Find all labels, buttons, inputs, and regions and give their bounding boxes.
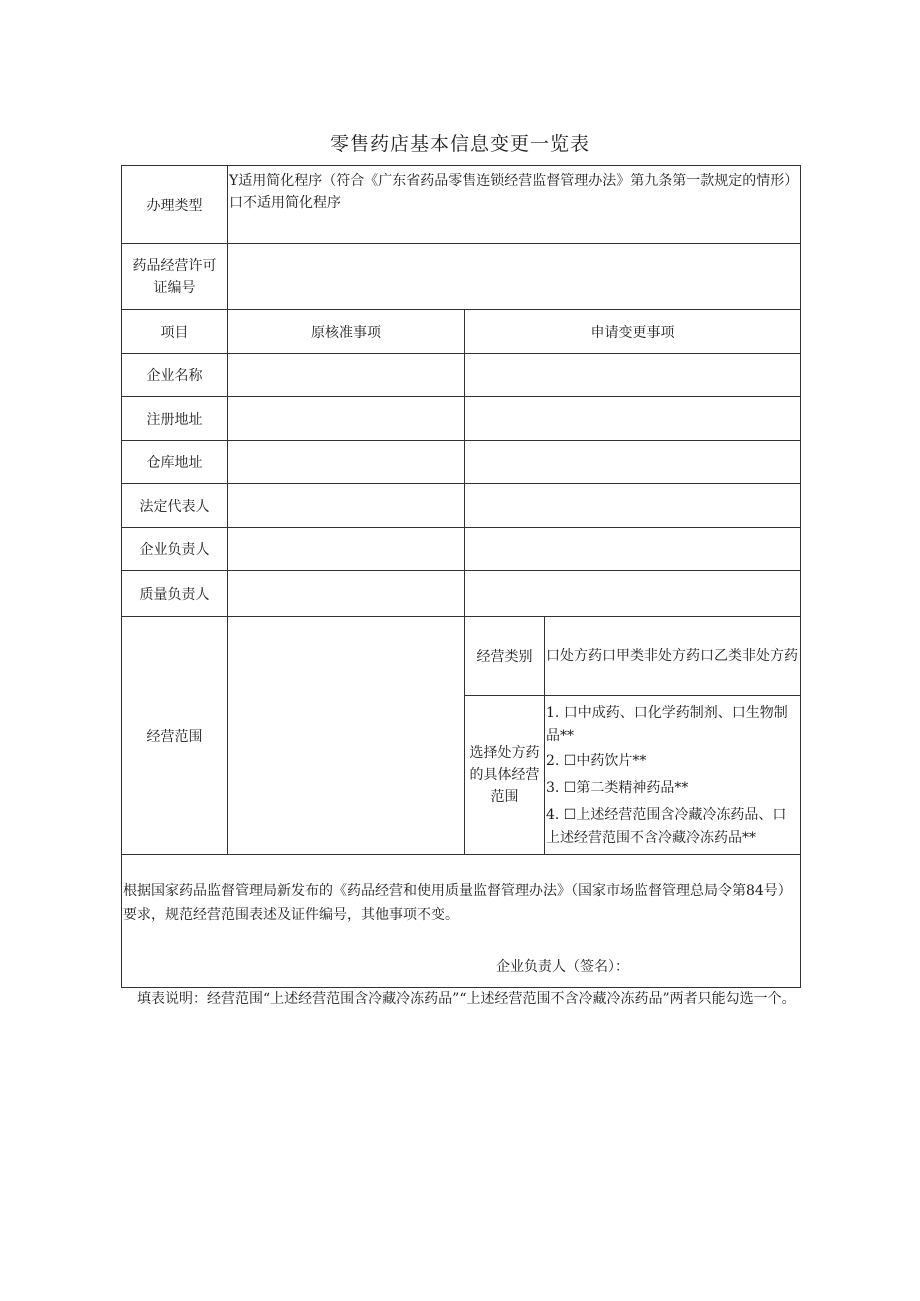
row-label: 仓库地址 [122, 441, 228, 484]
change-field[interactable] [465, 571, 801, 617]
application-type-options[interactable]: Y适用简化程序（符合《广东省药品零售连锁经营监督管理办法》第九条第一款规定的情形）口不适用简化程序 [228, 166, 801, 244]
original-field[interactable] [228, 571, 465, 617]
table-row [122, 397, 801, 441]
table-row [122, 484, 801, 528]
change-field[interactable] [465, 484, 801, 528]
change-form-table [121, 165, 801, 988]
license-number-label: 药品经营许可证编号 [122, 244, 228, 310]
header-item: 项目 [122, 310, 228, 354]
statement-cell [122, 855, 801, 988]
row-label: 注册地址 [122, 397, 228, 441]
table-row [122, 354, 801, 397]
header-original: 原核准事项 [228, 310, 465, 354]
application-type-label: 办理类型 [122, 166, 228, 244]
license-number-field[interactable] [228, 244, 801, 310]
original-field[interactable] [228, 397, 465, 441]
scope-option[interactable]: 2. ☐中药饮片** [546, 753, 647, 769]
table-row [122, 441, 801, 484]
table-row [122, 571, 801, 617]
signature-line[interactable]: 企业负责人（签名）： [496, 959, 630, 975]
row-license-number [122, 244, 801, 310]
business-category-label: 经营类别 [465, 617, 545, 696]
row-label: 质量负责人 [122, 571, 228, 617]
table-row [122, 528, 801, 571]
row-label: 企业名称 [122, 354, 228, 397]
change-field[interactable] [465, 397, 801, 441]
scope-option[interactable]: 1. 口中成药、口化学药制剂、口生物制品** [546, 705, 788, 744]
scope-option[interactable]: 4. ☐上述经营范围含冷藏冷冻药品、口上述经营范围不含冷藏冷冻药品** [546, 807, 787, 846]
row-header [122, 310, 801, 354]
fill-note: 填表说明：经营范围“上述经营范围含冷藏冷冻药品”“上述经营范围不含冷藏冷冻药品”两者只能勾选一个。 [137, 991, 796, 1007]
business-category-options[interactable]: 口处方药口甲类非处方药口乙类非处方药 [545, 617, 801, 696]
row-business-scope-category [122, 617, 801, 696]
statement-text: 根据国家药品监督管理局新发布的《药品经营和使用质量监督管理办法》（国家市场监督管理总局令第84号）要求，规范经营范围表述及证件编号，其他事项不变。 [123, 883, 792, 923]
row-label: 企业负责人 [122, 528, 228, 571]
business-scope-label: 经营范围 [122, 617, 228, 855]
original-field[interactable] [228, 484, 465, 528]
scope-option[interactable]: 3. ☐第二类精神药品** [546, 780, 689, 796]
prescription-scope-options [545, 696, 801, 855]
original-field[interactable] [228, 441, 465, 484]
page-title: 零售药店基本信息变更一览表 [329, 133, 590, 155]
row-label: 法定代表人 [122, 484, 228, 528]
header-change: 申请变更事项 [465, 310, 801, 354]
change-field[interactable] [465, 528, 801, 571]
row-statement [122, 855, 801, 988]
original-field[interactable] [228, 528, 465, 571]
change-field[interactable] [465, 354, 801, 397]
original-field[interactable] [228, 354, 465, 397]
business-scope-original-field[interactable] [228, 617, 465, 855]
change-field[interactable] [465, 441, 801, 484]
row-application-type [122, 166, 801, 244]
prescription-scope-label: 选择处方药的具体经营范围 [465, 696, 545, 855]
